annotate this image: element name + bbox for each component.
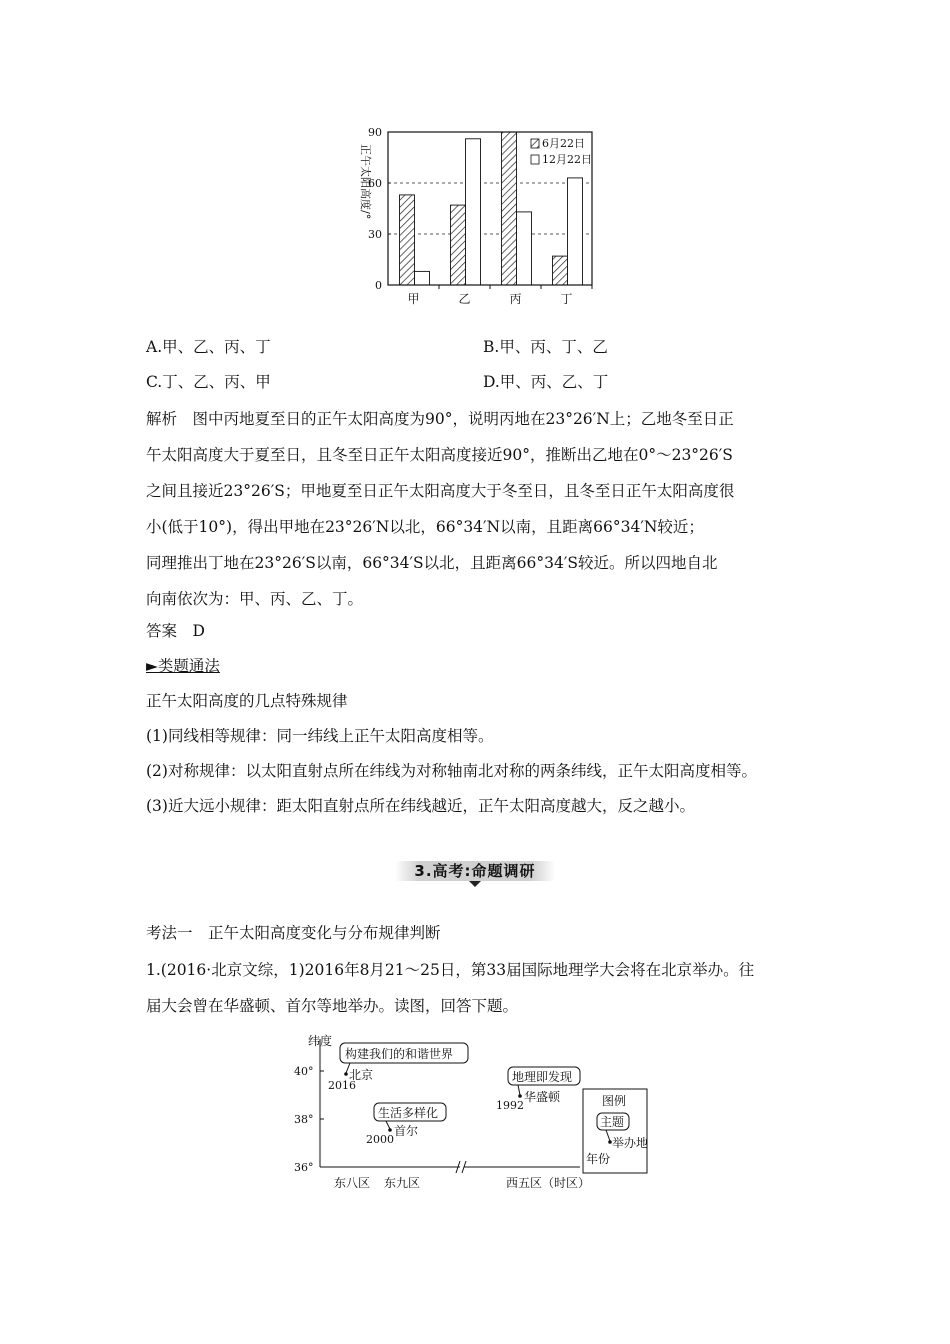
place-seoul: 首尔 [394, 1124, 419, 1138]
year-seoul: 2000 [366, 1133, 394, 1146]
method-title: 正午太阳高度的几点特殊规律 [146, 692, 348, 710]
legend-swatch-blank [531, 155, 539, 164]
category-label: 丙 [509, 292, 522, 306]
banner-arrow-icon [469, 881, 481, 887]
category-label: 丁 [560, 292, 573, 306]
fig2-legend-year: 年份 [586, 1152, 611, 1166]
bar-jun22-丙 [502, 132, 517, 285]
fig2-legend-theme: 主题 [600, 1115, 625, 1129]
bar-dec22-丁 [568, 178, 583, 285]
analysis-line-4: 小(低于10°)，得出甲地在23°26′N以北，66°34′N以南，且距离66°34′N较近； [146, 518, 704, 536]
chart-legend [531, 137, 592, 166]
theme-seoul: 生活多样化 [378, 1106, 439, 1120]
option-d: D.甲、丙、乙、丁 [483, 373, 609, 391]
analysis-line-2: 午太阳高度大于夏至日，且冬至日正午太阳高度接近90°，推断出乙地在0°～23°26′S [146, 446, 733, 464]
year-beijing: 2016 [328, 1079, 356, 1092]
place-washington: 华盛顿 [524, 1090, 561, 1104]
answer: 答案 D [146, 622, 205, 640]
option-b: B.甲、丙、丁、乙 [483, 338, 608, 356]
fig2-legend-title: 图例 [602, 1094, 627, 1108]
fig2-ytick-40: 40° [294, 1065, 314, 1078]
event-seoul [366, 1103, 446, 1146]
bar-jun22-丁 [553, 256, 568, 285]
legend-label-jun22: 6月22日 [542, 137, 585, 150]
legend-swatch-hatched [531, 139, 539, 148]
kaofa-heading: 考法一 正午太阳高度变化与分布规律判断 [146, 924, 441, 942]
rule-3: (3)近大远小规律：距太阳直射点所在纬线越近，正午太阳高度越大，反之越小。 [146, 797, 695, 815]
bar-dec22-丙 [517, 212, 532, 285]
year-washington: 1992 [496, 1099, 524, 1112]
analysis-line-6: 向南依次为：甲、丙、乙、丁。 [146, 590, 364, 608]
question-line-1: 1.(2016·北京文综，1)2016年8月21～25日，第33届国际地理学大会将在北京举办。往 [146, 961, 755, 979]
fig2-xlabel-west5: 西五区（时区） [506, 1176, 591, 1190]
theme-washington: 地理即发现 [512, 1070, 573, 1084]
bar-dec22-甲 [415, 271, 430, 285]
y-tick-label: 0 [375, 279, 382, 292]
banner-text: 3.高考:命题调研 [414, 862, 536, 880]
fig2-legend-place: 举办地 [612, 1136, 649, 1150]
bar-jun22-乙 [451, 205, 466, 285]
y-tick-label: 60 [368, 177, 382, 190]
analysis-line-1: 解析 图中丙地夏至日的正午太阳高度为90°，说明丙地在23°26′N上；乙地冬至日正 [146, 410, 734, 428]
fig2-xlabel-east9: 东九区 [384, 1176, 421, 1190]
y-tick-label: 30 [368, 228, 382, 241]
section-banner [395, 861, 555, 887]
event-washington [496, 1067, 580, 1112]
event-beijing [328, 1043, 468, 1092]
solar-altitude-bar-chart [340, 118, 610, 318]
bar-dec22-乙 [466, 139, 481, 285]
dot-washington [518, 1094, 522, 1098]
fig2-ytick-36: 36° [294, 1161, 314, 1174]
dot-beijing [344, 1072, 348, 1076]
method-heading: ►类题通法 [146, 657, 220, 675]
analysis-line-5: 同理推出丁地在23°26′S以南，66°34′S以北，且距离66°34′S较近。所以四地自北 [146, 554, 718, 572]
legend-label-dec22: 12月22日 [542, 153, 592, 166]
pointer-washington [518, 1085, 520, 1095]
analysis-line-3: 之间且接近23°26′S；甲地夏至日正午太阳高度大于冬至日，且冬至日正午太阳高度很 [146, 482, 735, 500]
option-a: A.甲、乙、丙、丁 [146, 338, 271, 356]
rule-1: (1)同线相等规律：同一纬线上正午太阳高度相等。 [146, 727, 494, 745]
congress-location-figure [290, 1033, 660, 1193]
rule-2: (2)对称规律：以太阳直射点所在纬线为对称轴南北对称的两条纬线，正午太阳高度相等。 [146, 762, 757, 780]
dot-seoul [388, 1128, 392, 1132]
category-label: 乙 [458, 292, 471, 306]
fig2-legend [583, 1089, 648, 1173]
y-tick-label: 90 [368, 126, 382, 139]
bar-jun22-甲 [400, 195, 415, 285]
fig2-y-label: 纬度 [308, 1034, 333, 1048]
pointer-seoul [386, 1121, 390, 1129]
option-c: C.丁、乙、丙、甲 [146, 373, 271, 391]
y-axis-label: 正午太阳高度/° [359, 144, 372, 220]
question-line-2: 届大会曾在华盛顿、首尔等地举办。读图，回答下题。 [146, 997, 519, 1015]
fig2-xlabel-east8: 东八区 [334, 1176, 371, 1190]
fig2-ytick-38: 38° [294, 1113, 314, 1126]
category-label: 甲 [407, 292, 420, 306]
place-beijing: 北京 [349, 1068, 374, 1082]
theme-beijing: 构建我们的和谐世界 [345, 1047, 454, 1061]
